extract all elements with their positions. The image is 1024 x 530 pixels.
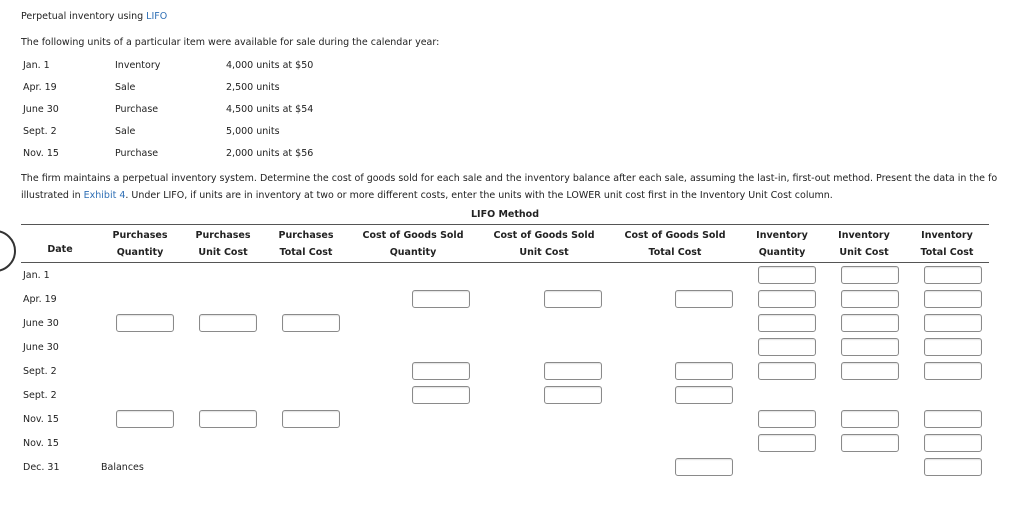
apr19-inventory-unit-cost-input[interactable] [841,290,899,308]
balances-label: Balances [101,462,144,473]
schedule-row [0,104,400,118]
row-date: Apr. 19 [23,294,57,305]
jun30-inventory-total-cost-input-2[interactable] [924,338,982,356]
schedule-type: Sale [115,126,136,137]
schedule-row [0,126,400,140]
header-line: Unit Cost [519,247,569,258]
header-line: Purchases [278,230,334,241]
header-line: Quantity [116,247,164,258]
schedule-date: Sept. 2 [23,126,57,137]
row-date: June 30 [23,342,59,353]
apr19-inventory-total-cost-input[interactable] [924,290,982,308]
page-title [21,11,167,22]
schedule-detail: 4,500 units at $54 [226,104,314,115]
row-date: Nov. 15 [23,438,59,449]
apr19-cogs-total-cost-input[interactable] [675,290,733,308]
schedule-type: Inventory [115,60,161,71]
header-inventory-unit-cost [828,227,900,261]
jun30-inventory-total-cost-input-1[interactable] [924,314,982,332]
schedule-date: June 30 [23,104,59,115]
header-inventory-quantity [746,227,818,261]
header-purchases-unit-cost [183,227,263,261]
instructions-text [21,170,1024,206]
header-purchases-total-cost [266,227,346,261]
row-date: June 30 [23,318,59,329]
row-date: Nov. 15 [23,414,59,425]
header-line: Cost of Goods Sold [362,230,464,241]
sep2-cogs-quantity-input-2[interactable] [412,386,470,404]
nov15-inventory-unit-cost-input-1[interactable] [841,410,899,428]
schedule-type: Purchase [115,148,159,159]
sep2-cogs-total-cost-input-1[interactable] [675,362,733,380]
instructions-line-1: The firm maintains a perpetual inventory system. Determine the cost of goods sold for each sale and the inventory balance after each sale, assuming the last-in, first-out method. Present the data in the fo [21,173,998,184]
dec31-inventory-total-cost-balance-input[interactable] [924,458,982,476]
instructions-line-2-start: illustrated in [21,190,84,201]
header-cogs-quantity [358,227,468,261]
row-date: Sept. 2 [23,366,57,377]
schedule-date: Nov. 15 [23,148,59,159]
schedule-date: Apr. 19 [23,82,57,93]
sep2-cogs-unit-cost-input-2[interactable] [544,386,602,404]
schedule-date: Jan. 1 [23,60,50,71]
row-date: Sept. 2 [23,390,57,401]
schedule-type: Sale [115,82,136,93]
jan1-inventory-total-cost-input[interactable] [924,266,982,284]
row-date: Jan. 1 [23,270,50,281]
row-date: Dec. 31 [23,462,60,473]
header-line: Cost of Goods Sold [624,230,726,241]
header-cogs-unit-cost [489,227,599,261]
header-line: Quantity [758,247,806,258]
table-header-rule [21,262,989,263]
nov15-inventory-total-cost-input-1[interactable] [924,410,982,428]
header-date: Date [47,244,73,255]
header-inventory-total-cost [911,227,983,261]
apr19-cogs-unit-cost-input[interactable] [544,290,602,308]
schedule-detail: 2,000 units at $56 [226,148,314,159]
jun30-purchases-unit-cost-input[interactable] [199,314,257,332]
schedule-detail: 2,500 units [226,82,280,93]
header-line: Unit Cost [839,247,889,258]
instructions-line-2-end: . Under LIFO, if units are in inventory at two or more different costs, enter the units with the LOWER unit cost first in the Inventory Unit Cost column. [125,190,833,201]
table-top-rule [21,224,989,225]
nov15-inventory-unit-cost-input-2[interactable] [841,434,899,452]
schedule-type: Purchase [115,104,159,115]
jun30-purchases-quantity-input[interactable] [116,314,174,332]
row-pointer-circle [0,230,16,272]
jun30-inventory-quantity-input-2[interactable] [758,338,816,356]
header-line: Quantity [389,247,437,258]
schedule-detail: 5,000 units [226,126,280,137]
jan1-inventory-quantity-input[interactable] [758,266,816,284]
apr19-inventory-quantity-input[interactable] [758,290,816,308]
dec31-cogs-total-cost-balance-input[interactable] [675,458,733,476]
header-line: Unit Cost [198,247,248,258]
jun30-purchases-total-cost-input[interactable] [282,314,340,332]
sep2-cogs-quantity-input-1[interactable] [412,362,470,380]
jun30-inventory-unit-cost-input-2[interactable] [841,338,899,356]
header-cogs-total-cost [620,227,730,261]
sep2-inventory-quantity-input[interactable] [758,362,816,380]
header-line: Cost of Goods Sold [493,230,595,241]
header-line: Inventory [921,230,973,241]
apr19-cogs-quantity-input[interactable] [412,290,470,308]
header-line: Total Cost [920,247,974,258]
jan1-inventory-unit-cost-input[interactable] [841,266,899,284]
header-purchases-quantity [100,227,180,261]
lifo-link[interactable]: LIFO [146,11,168,22]
nov15-purchases-unit-cost-input[interactable] [199,410,257,428]
page-title-text: Perpetual inventory using [21,11,147,22]
nov15-purchases-total-cost-input[interactable] [282,410,340,428]
table-title: LIFO Method [471,209,539,220]
exhibit-4-link[interactable]: Exhibit 4 [83,190,126,201]
sep2-inventory-unit-cost-input[interactable] [841,362,899,380]
header-line: Purchases [195,230,251,241]
schedule-row [0,82,400,96]
schedule-row [0,148,400,162]
intro-text: The following units of a particular item were available for sale during the calendar year: [21,37,440,48]
sep2-cogs-unit-cost-input-1[interactable] [544,362,602,380]
nov15-inventory-quantity-input-2[interactable] [758,434,816,452]
header-line: Inventory [838,230,890,241]
nov15-purchases-quantity-input[interactable] [116,410,174,428]
header-line: Inventory [756,230,808,241]
jun30-inventory-unit-cost-input-1[interactable] [841,314,899,332]
nov15-inventory-quantity-input-1[interactable] [758,410,816,428]
schedule-detail: 4,000 units at $50 [226,60,314,71]
sep2-inventory-total-cost-input[interactable] [924,362,982,380]
header-line: Total Cost [279,247,333,258]
jun30-inventory-quantity-input-1[interactable] [758,314,816,332]
schedule-row [0,60,400,74]
header-line: Total Cost [648,247,702,258]
sep2-cogs-total-cost-input-2[interactable] [675,386,733,404]
header-line: Purchases [112,230,168,241]
nov15-inventory-total-cost-input-2[interactable] [924,434,982,452]
